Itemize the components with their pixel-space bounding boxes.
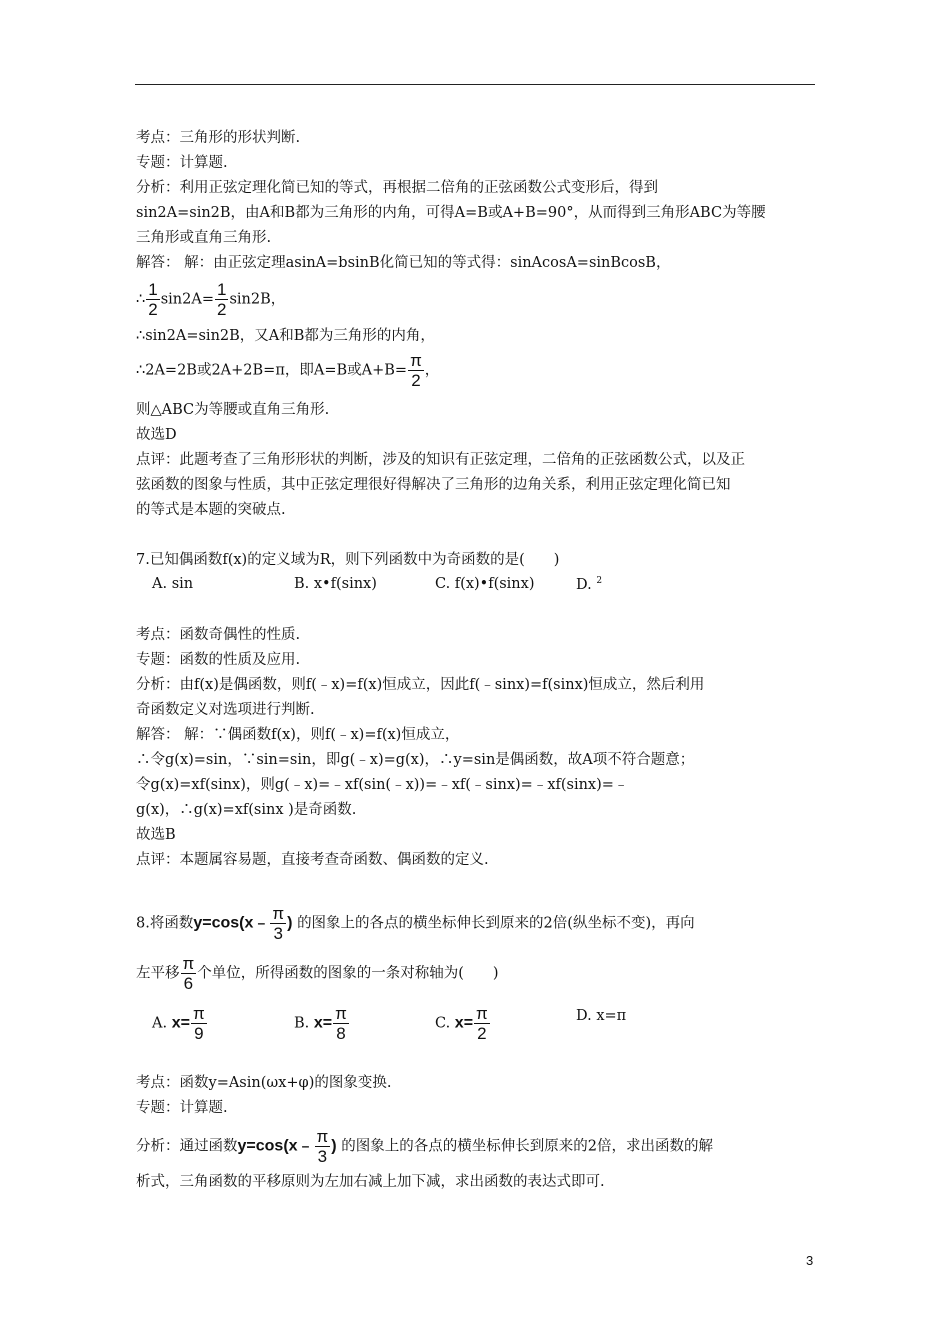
p6-jieda-line2: ∴ $\frac{1}{2}$ sin2A= $\frac{1}{2}$ sin2B， xyxy=(136,280,286,319)
header-rule xyxy=(135,84,815,85)
q7-option-b: B. x•f(sinx) xyxy=(294,576,377,592)
q7-answer: 故选B xyxy=(136,827,176,843)
p6-fenxi-line2: sin2A=sin2B，由A和B都为三角形的内角，可得A=B或A+B=90°，从而得到三角形ABC为等腰 xyxy=(136,205,766,221)
q7-jieda-line2: ∴令g(x)=sin，∵sin=sin，即g(﹣x)=g(x)，∴y=sin是偶函数，故A项不符合题意； xyxy=(136,752,695,768)
fraction-pi-over-9: $\frac{\pi}{9}$ xyxy=(192,1004,205,1043)
q8-fenxi-line1: 分析：通过函数y=cos(x﹣ $\frac{\pi}{3}$ ) 的图象上的各点的横坐标伸长到原来的2倍，求出函数的解 xyxy=(136,1127,713,1166)
q8-fenxi-line2: 析式，三角函数的平移原则为左加右减上加下减，求出函数的表达式即可. xyxy=(136,1174,605,1190)
q8-question-line1: 8.将函数y=cos(x﹣ $\frac{\pi}{3}$ ) 的图象上的各点的横坐标伸长到原来的2倍(纵坐标不变)，再向 xyxy=(136,904,695,943)
q7-option-d: D. $^2$ xyxy=(576,576,603,593)
p6-jieda-line4: ∴2A=2B或2A+2B=π，即A=B或A+B= $\frac{\pi}{2}$ ， xyxy=(136,351,440,390)
q8-zhuanti: 专题：计算题. xyxy=(136,1100,228,1116)
p6-jieda-line3: ∴sin2A=sin2B，又A和B都为三角形的内角， xyxy=(136,328,435,344)
q7-question: 7.已知偶函数f(x)的定义域为R，则下列函数中为奇函数的是( ) xyxy=(136,552,560,568)
p6-pingjia-line1: 点评：此题考查了三角形形状的判断，涉及的知识有正弦定理，二倍角的正弦函数公式，以及正 xyxy=(136,452,745,468)
p6-fenxi-line1: 分析：利用正弦定理化简已知的等式，再根据二倍角的正弦函数公式变形后，得到 xyxy=(136,180,658,196)
fraction-pi-over-8: $\frac{\pi}{8}$ xyxy=(335,1004,347,1043)
q8-option-c: C. x= $\frac{\pi}{2}$ xyxy=(435,1004,488,1043)
q8-question-line2: 左平移 $\frac{\pi}{6}$ 个单位，所得函数的图象的一条对称轴为( ) xyxy=(136,954,499,993)
p6-fenxi-line3: 三角形或直角三角形. xyxy=(136,230,272,246)
q7-kaodian: 考点：函数奇偶性的性质. xyxy=(136,627,301,643)
q8-option-b: B. x= $\frac{\pi}{8}$ xyxy=(294,1004,347,1043)
q8-kaodian: 考点：函数y=Asin(ωx+φ)的图象变换. xyxy=(136,1075,392,1091)
q7-option-a: A. sin xyxy=(152,576,194,592)
fraction-one-half: $\frac{1}{2}$ xyxy=(148,280,158,319)
q7-zhuanti: 专题：函数的性质及应用. xyxy=(136,652,301,668)
q7-fenxi-line2: 奇函数定义对选项进行判断. xyxy=(136,702,315,718)
fraction-one-half: $\frac{1}{2}$ xyxy=(216,280,227,319)
p6-kaodian: 考点：三角形的形状判断. xyxy=(136,130,301,146)
q7-fenxi-line1: 分析：由f(x)是偶函数，则f(﹣x)=f(x)恒成立，因此f(﹣sinx)=f(sinx)恒成立，然后利用 xyxy=(136,677,705,693)
q7-jieda-line3: 令g(x)=xf(sinx)，则g(﹣x)=﹣xf(sin(﹣x))=﹣xf(﹣sinx)=﹣xf(sinx)=﹣ xyxy=(136,777,629,793)
p6-zhuanti: 专题：计算题. xyxy=(136,155,228,171)
q7-jieda-line4: g(x)，∴g(x)=xf(sinx )是奇函数. xyxy=(136,802,357,818)
q8-option-a: A. x= $\frac{\pi}{9}$ xyxy=(152,1004,205,1043)
q7-option-c: C. f(x)•f(sinx) xyxy=(435,576,535,592)
q7-pingjia: 点评：本题属容易题，直接考查奇函数、偶函数的定义. xyxy=(136,852,489,868)
fraction-pi-over-3: $\frac{\pi}{3}$ xyxy=(316,1127,329,1166)
q7-jieda-line1: 解答： 解：∵偶函数f(x)，则f(﹣x)=f(x)恒成立， xyxy=(136,727,460,743)
p6-answer: 故选D xyxy=(136,427,177,443)
p6-jieda-line1: 解答： 解：由正弦定理asinA=bsinB化简已知的等式得：sinAcosA=sinBcosB， xyxy=(136,255,671,271)
q8-option-d: D. x=π xyxy=(576,1008,627,1024)
p6-pingjia-line2: 弦函数的图象与性质，其中正弦定理很好得解决了三角形的边角关系，利用正弦定理化简已知 xyxy=(136,477,731,493)
fraction-pi-over-3: $\frac{\pi}{3}$ xyxy=(272,904,285,943)
fraction-pi-over-6: $\frac{\pi}{6}$ xyxy=(182,954,195,993)
fraction-pi-over-2: $\frac{\pi}{2}$ xyxy=(410,351,422,390)
page-number: 3 xyxy=(806,1253,814,1268)
p6-pingjia-line3: 的等式是本题的突破点. xyxy=(136,502,286,518)
p6-conclusion: 则△ABC为等腰或直角三角形. xyxy=(136,402,330,418)
fraction-pi-over-2: $\frac{\pi}{2}$ xyxy=(476,1004,488,1043)
